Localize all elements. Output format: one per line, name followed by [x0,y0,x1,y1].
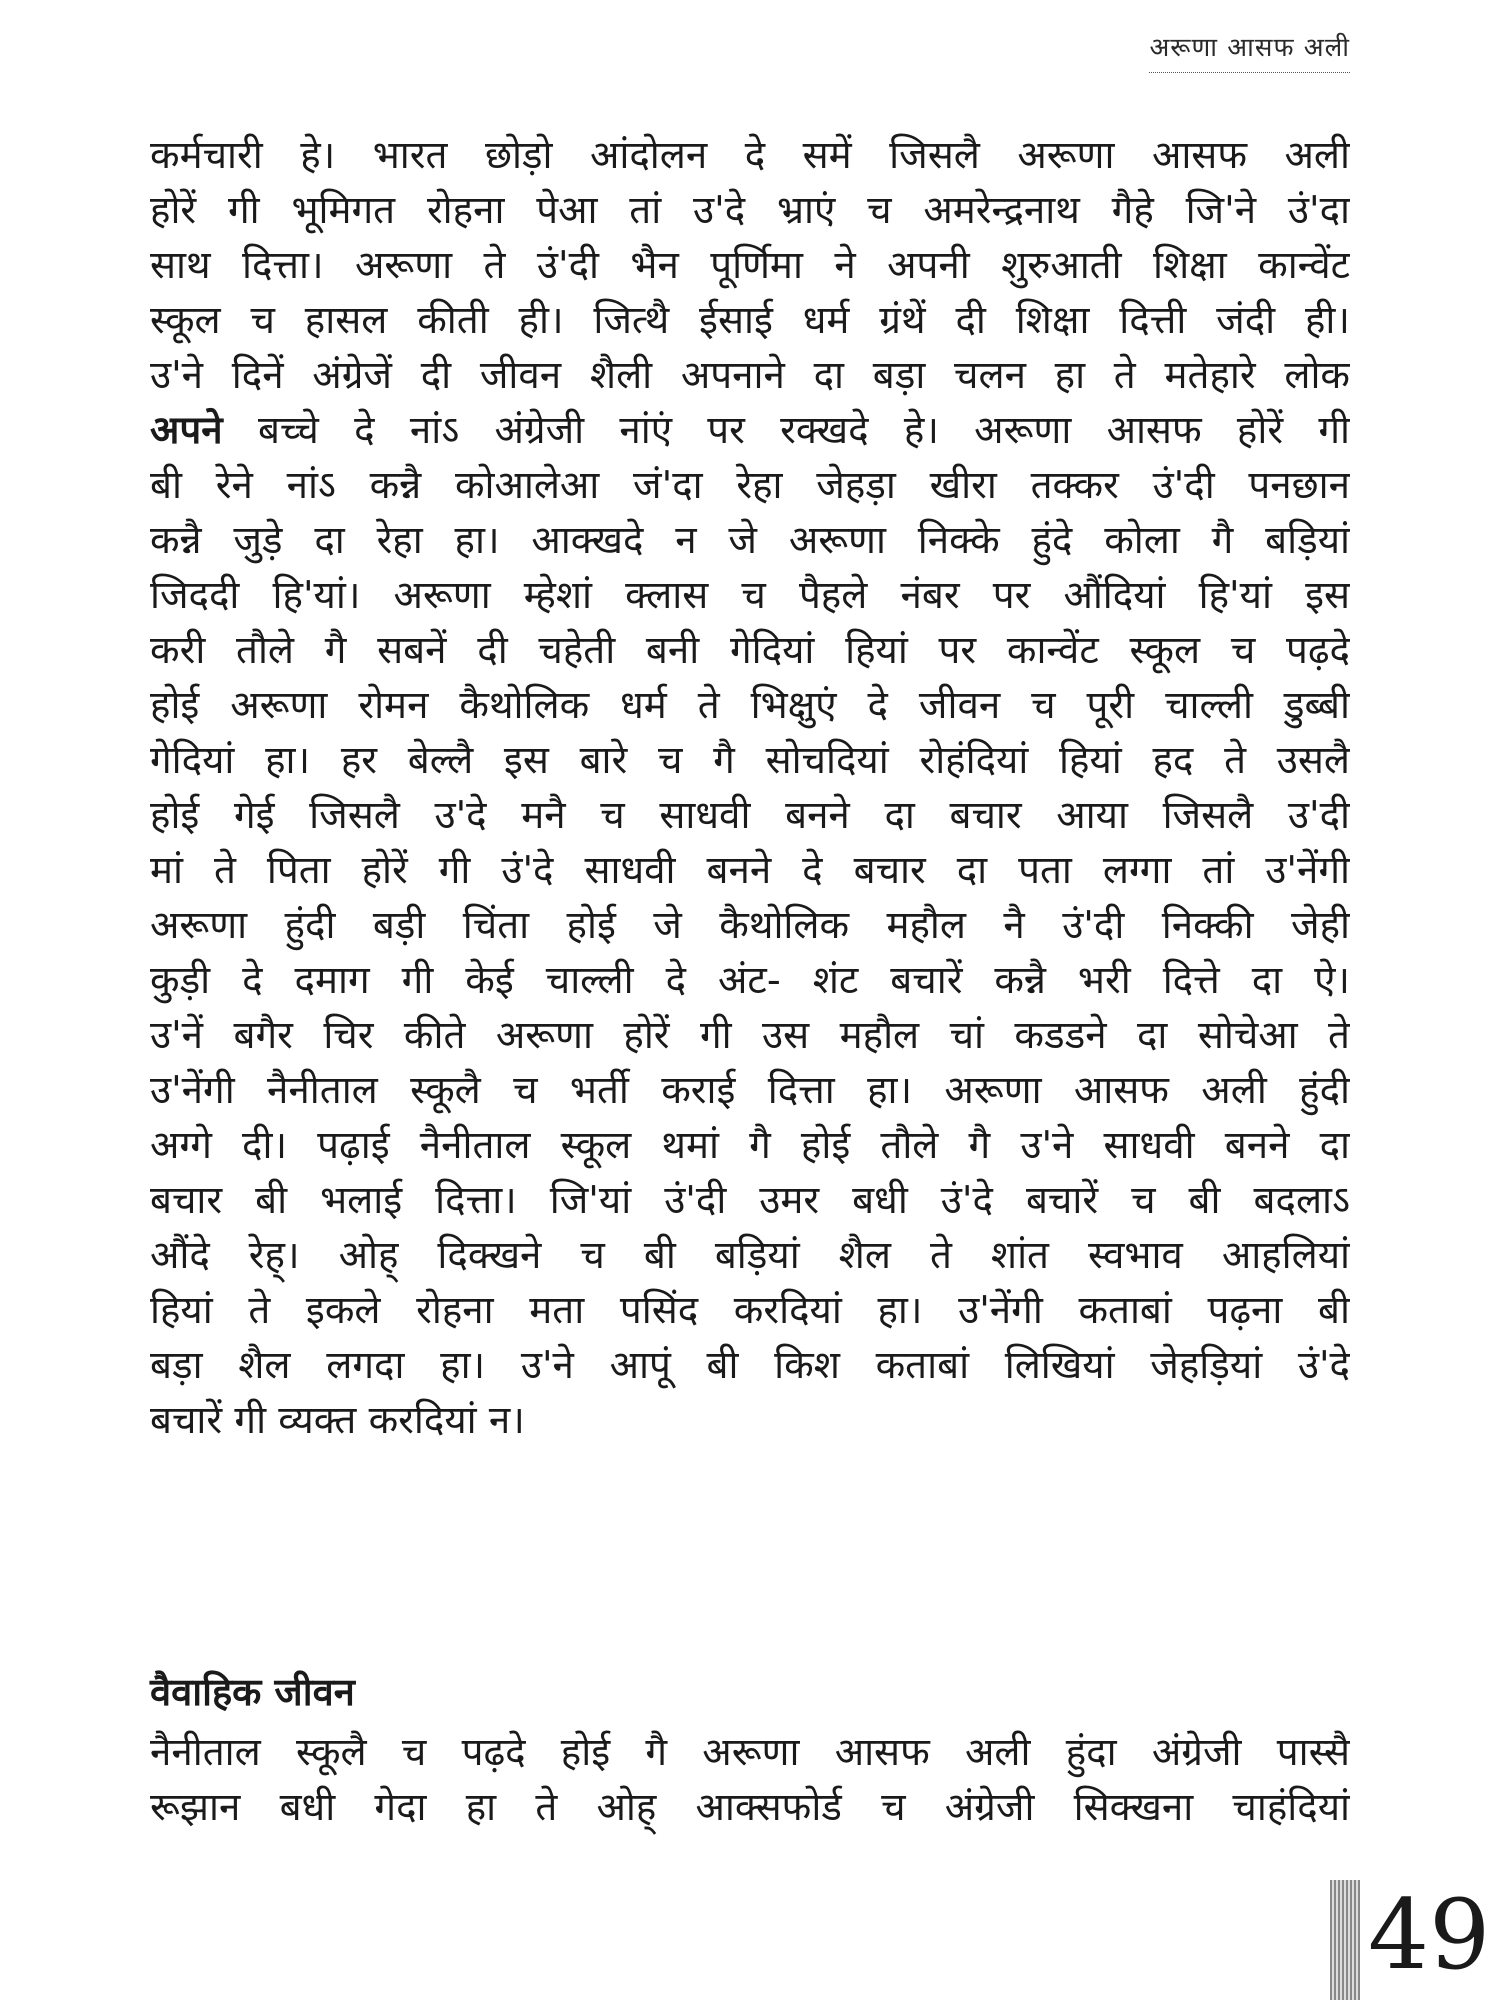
text-line: अरूणा हुंदी बड़ी चिंता होई जे कैथोलिक महौल नै उं'दी निक्की जेही [150,903,1350,948]
text-line: मां ते पिता होरें गी उं'दे साधवी बनने दे बचार दा पता लग्गा तां उ'नेंगी [150,848,1350,893]
text-line: अग्गे दी। पढ़ाई नैनीताल स्कूल थमां गै होई तौले गै उ'ने साधवी बनने दा [150,1123,1350,1168]
page-number-decoration [1330,1880,1360,2000]
text-line: रूझान बधी गेदा हा ते ओह् आक्सफोर्ड च अंग्रेजी सिक्खना चाहंदियां [150,1785,1350,1830]
text-line: कुड़ी दे दमाग गी केई चाल्ली दे अंट- शंट बचारें कन्नै भरी दित्ते दा ऐ। [150,958,1350,1003]
text-line: करी तौले गै सबनें दी चहेती बनी गेदियां हियां पर कान्वेंट स्कूल च पढ़दे [150,628,1350,673]
text-line: जिददी हि'यां। अरूणा म्हेशां क्लास च पैहले नंबर पर औंदियां हि'यां इस [150,573,1350,618]
text-line: होरें गी भूमिगत रोहना पेआ तां उ'दे भ्राएं च अमरेन्द्रनाथ गैहे जि'ने उं'दा [150,188,1350,233]
body-text-part-2 [150,1725,1350,1835]
text-line: बचारें गी व्यक्त करदियां न। [150,1398,525,1443]
section-heading: वैवाहिक जीवन [150,1670,355,1714]
text-line: गेदियां हा। हर बेल्लै इस बारे च गै सोचदियां रोहंदियां हियां हद ते उसलै [150,738,1350,783]
text-line: बी रेने नांऽ कन्नै कोआलेआ जं'दा रेहा जेहड़ा खीरा तक्कर उं'दी पनछान [150,463,1350,508]
bold-word: अपने [150,408,223,453]
page-number-block [1330,1880,1500,2000]
text-line: नैनीताल स्कूलै च पढ़दे होई गै अरूणा आसफ अली हुंदा अंग्रेजी पास्सै [150,1730,1350,1775]
text-line: उ'नेंगी नैनीताल स्कूलै च भर्ती कराई दित्ता हा। अरूणा आसफ अली हुंदी [150,1068,1350,1113]
body-text-part-1 [150,128,1350,1448]
running-header: अरूणा आसफ अली [1149,28,1350,73]
text-line: औंदे रेह्। ओह् दिक्खने च बी बड़ियां शैल ते शांत स्वभाव आहलियां [150,1233,1350,1278]
text-line-rest: बच्चे दे नांऽ अंग्रेजी नांएं पर रक्खदे हे। अरूणा आसफ होरें गी [257,408,1350,453]
text-line: होई गेई जिसलै उ'दे मनै च साधवी बनने दा बचार आया जिसलै उ'दी [150,793,1350,838]
text-line-with-bold [150,403,1350,458]
text-line: बड़ा शैल लगदा हा। उ'ने आपूं बी किश कताबां लिखियां जेहड़ियां उं'दे [150,1343,1350,1388]
text-line: कन्नै जुड़े दा रेहा हा। आक्खदे न जे अरूणा निक्के हुंदे कोला गै बड़ियां [150,518,1350,563]
text-line: होई अरूणा रोमन कैथोलिक धर्म ते भिक्षुएं दे जीवन च पूरी चाल्ली डुब्बी [150,683,1350,728]
page-number: 49 [1368,1879,1491,1991]
text-line: बचार बी भलाई दित्ता। जि'यां उं'दी उमर बधी उं'दे बचारें च बी बदलाऽ [150,1178,1350,1223]
text-line: उ'ने दिनें अंग्रेजें दी जीवन शैली अपनाने दा बड़ा चलन हा ते मतेहारे लोक [150,353,1350,398]
text-line: हियां ते इकले रोहना मता पसिंद करदियां हा। उ'नेंगी कताबां पढ़ना बी [150,1288,1350,1333]
text-line: साथ दित्ता। अरूणा ते उं'दी भैन पूर्णिमा ने अपनी शुरुआती शिक्षा कान्वेंट [150,243,1350,288]
text-line: उ'नें बगैर चिर कीते अरूणा होरें गी उस महौल चां कडडने दा सोचेआ ते [150,1013,1350,1058]
text-line: कर्मचारी हे। भारत छोड़ो आंदोलन दे समें जिसलै अरूणा आसफ अली [150,133,1350,178]
text-line: स्कूल च हासल कीती ही। जित्थै ईसाई धर्म ग्रंथें दी शिक्षा दित्ती जंदी ही। [150,298,1350,343]
